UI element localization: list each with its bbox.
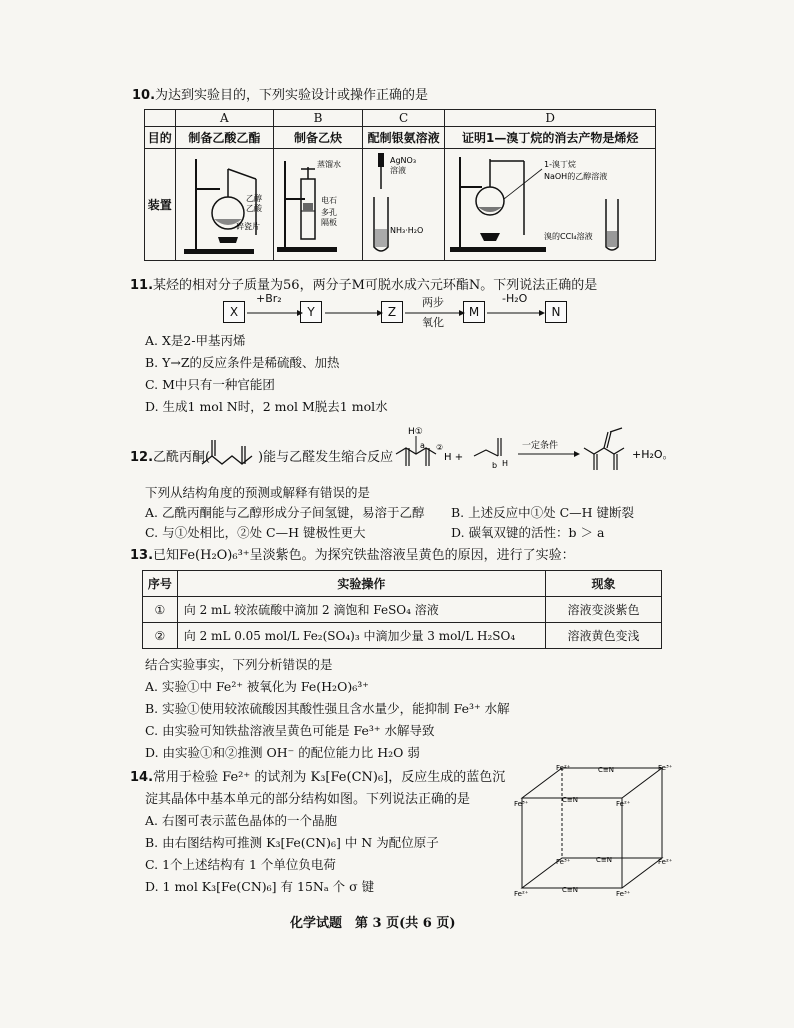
fe-label-1: Fe²⁺ [556,764,571,772]
label-ammonia: NH₃·H₂O [389,226,423,235]
q11-number: 11. [130,278,154,293]
q11-option-b: B. Y→Z的反应条件是稀硫酸、加热 [145,355,340,370]
q11-arrows [245,306,545,320]
q13-option-c: C. 由实验可知铁盐溶液呈黄色可能是 Fe³⁺ 水解导致 [145,723,435,738]
q13-row2-no: ② [143,623,178,649]
fe-label-5: Fe³⁺ [556,858,571,866]
q13-stem-text: 已知Fe(H₂O)₆³⁺呈淡紫色。为探究铁盐溶液呈黄色的原因，进行了实验： [153,548,575,563]
q11-stem-text: 某烃的相对分子质量为56，两分子M可脱水成六元环酯N。下列说法正确的是 [153,278,598,293]
mark-a: a [420,441,425,450]
q10-device-label: 装置 [145,149,176,261]
mark-b: b [492,461,498,470]
prussian-blue-structure [512,762,674,902]
q12-plus-h: H + [444,452,464,463]
q13-lead: 结合实验事实，下列分析错误的是 [145,657,333,672]
q10-device-b [274,149,363,261]
apparatus-c-illustration [364,149,444,257]
label-porous: 多孔 [320,208,337,217]
box-z: Z [381,301,403,323]
q10-device-c [362,149,445,261]
label-bromine-ccl4: 溴的CCl₄溶液 [544,232,593,241]
q10-table [144,109,656,261]
q14-stem1-text: 常用于检验 Fe²⁺ 的试剂为 K₃[Fe(CN)₆]，反应生成的蓝色沉 [153,770,506,785]
q10-col-d: D [445,110,656,127]
q10-number: 10. [132,88,156,103]
arrow-label-oxidation: 氧化 [422,316,444,329]
label-water: 蒸馏水 [316,160,341,169]
q12-stem-a: 乙酰丙酮( [153,450,211,465]
label-carbide: 电石 [320,196,337,205]
q10-col-c: C [362,110,445,127]
q10-device-a [175,149,274,261]
q13-header-phen: 现象 [545,571,661,597]
arrow-label-br2: +Br₂ [256,292,282,305]
q12-reaction-scheme [394,424,684,478]
svg-text:H: H [502,459,509,468]
q12-condition: 一定条件 [522,441,559,451]
q12-stem [130,448,210,468]
box-x: X [223,301,245,323]
q14-option-d: D. 1 mol K₃[Fe(CN)₆] 有 15Nₐ 个 σ 键 [145,879,375,894]
q10-purpose-c: 配制银氨溶液 [362,127,445,149]
q13-row1-op: 向 2 mL 较浓硫酸中滴加 2 滴饱和 FeSO₄ 溶液 [177,597,545,623]
q10-purpose-b: 制备乙炔 [274,127,363,149]
q13-option-d: D. 由实验①和②推测 OH⁻ 的配位能力比 H₂O 弱 [145,745,420,760]
q12-stem-b: )能与乙醛发生缩合反应 [258,450,394,465]
q12-product-tail: +H₂O。 [632,448,674,461]
cn-label-top: C≡N [598,766,614,774]
label-naoh-ethanol: NaOH的乙醇溶液 [544,172,608,181]
q13-row2-op: 向 2 mL 0.05 mol/L Fe₂(SO₄)₃ 中滴加少量 3 mol/L H₂SO₄ [177,623,545,649]
fe-label-7: Fe²⁺ [514,890,529,898]
q11-option-c: C. M中只有一种官能团 [145,377,275,392]
label-porcelain: 碎瓷片 [236,222,261,231]
q13-row1-phen: 溶液变淡紫色 [545,597,661,623]
apparatus-d-illustration [446,149,654,257]
q11-option-d: D. 生成1 mol N时，2 mol M脱去1 mol水 [145,399,388,414]
label-bromobutane: 1-溴丁烷 [544,160,577,169]
q14-stem2: 淀其晶体中基本单元的部分结构如图。下列说法正确的是 [145,792,471,807]
page-footer: 化学试题 第 3 页(共 6 页) [290,916,456,931]
arrow-label-two-step: 两步 [422,296,444,309]
q10-device-d [445,149,656,261]
label-plate: 隔板 [320,218,337,227]
cn-label-mid: C≡N [596,856,612,864]
q10-purpose-label: 目的 [145,127,176,149]
q13-option-a: A. 实验①中 Fe²⁺ 被氧化为 Fe(H₂O)₆³⁺ [145,679,369,694]
q13-number: 13. [130,548,154,563]
q10-col-a: A [175,110,274,127]
q11-option-a: A. X是2-甲基丙烯 [145,333,246,348]
q13-row1-no: ① [143,597,178,623]
q12-option-c: C. 与①处相比，②处 C—H 键极性更大 [145,525,366,540]
fe-label-6: Fe²⁺ [658,858,673,866]
box-m: M [463,301,485,323]
q10-stem-text: 为达到实验目的，下列实验设计或操作正确的是 [155,88,429,103]
fe-label-3: Fe³⁺ [514,800,529,808]
q12-lead: 下列从结构角度的预测或解释有错误的是 [145,485,371,500]
q12-option-b: B. 上述反应中①处 C—H 键断裂 [451,505,635,520]
q12-number: 12. [130,450,154,465]
q10-stem [132,86,428,106]
q14-stem1 [130,768,505,788]
q13-table [142,570,662,649]
q10-purpose-d: 证明1—溴丁烷的消去产物是烯烃 [445,127,656,149]
q12-option-d: D. 碳氧双键的活性：b ＞ a [451,525,605,540]
apparatus-b-illustration [275,149,361,257]
fe-label-8: Fe³⁺ [616,890,631,898]
box-y: Y [300,301,322,323]
mark-2: ② [436,443,444,452]
box-n: N [545,301,567,323]
q13-stem [130,546,575,566]
apparatus-a-illustration [176,149,272,257]
mark-h1: H① [408,427,423,437]
q14-number: 14. [130,770,154,785]
q13-row2-phen: 溶液黄色变浅 [545,623,661,649]
fe-label-4: Fe²⁺ [616,800,631,808]
fe-label-2: Fe³⁺ [658,764,673,772]
q14-option-a: A. 右图可表示蓝色晶体的一个晶胞 [145,813,337,828]
label-ethanol: 乙醇 [246,194,263,203]
q12-option-a: A. 乙酰丙酮能与乙醇形成分子间氢键，易溶于乙醇 [145,505,425,520]
q10-purpose-a: 制备乙酸乙酯 [175,127,274,149]
q13-header-op: 实验操作 [177,571,545,597]
label-agno3: AgNO₃ [389,156,416,165]
label-solution: 溶液 [389,166,406,175]
q14-option-b: B. 由右图结构可推测 K₃[Fe(CN)₆] 中 N 为配位原子 [145,835,439,850]
q13-header-no: 序号 [143,571,178,597]
q13-option-b: B. 实验①使用较浓硫酸因其酸性强且含水量少，能抑制 Fe³⁺ 水解 [145,701,510,716]
acetylacetone-structure [200,434,258,474]
cn-label-bottom: C≡N [562,886,578,894]
cn-label-front: C≡N [562,796,578,804]
q10-col-b: B [274,110,363,127]
q14-option-c: C. 1个上述结构有 1 个单位负电荷 [145,857,336,872]
arrow-label-dehydrate: -H₂O [502,292,528,305]
label-acetic-acid: 乙酸 [246,204,263,213]
